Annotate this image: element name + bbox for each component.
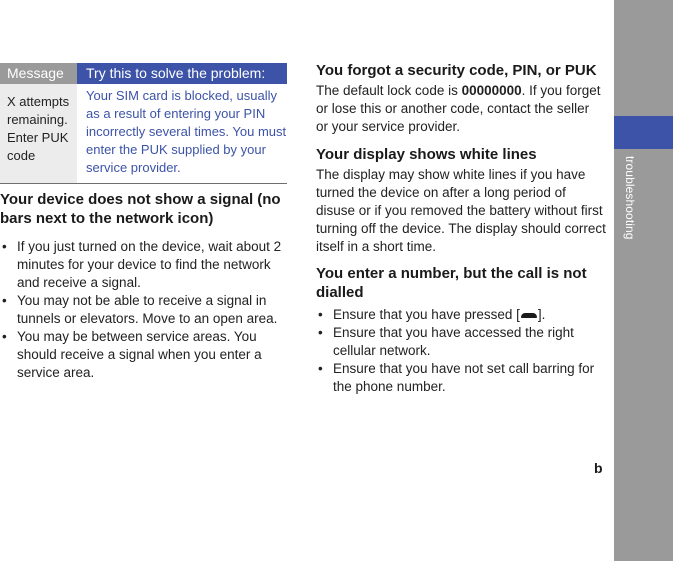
table-row bbox=[0, 84, 287, 184]
security-text: The default lock code is 00000000. If you forget or lose this or another code, contact the seller or your service provider. bbox=[316, 83, 601, 134]
signal-section bbox=[0, 190, 287, 382]
list-item: • If you just turned on the device, wait about 2 minutes for your device to find the network and receive a signal. bbox=[2, 239, 282, 290]
page-number: b bbox=[594, 460, 603, 476]
side-band bbox=[614, 0, 673, 561]
dial-section bbox=[316, 264, 606, 396]
display-text: The display may show white lines if you have turned the device on after a long period of disuse or if you removed the battery without first turning off the device. The display should correct itself in a short time. bbox=[316, 167, 606, 254]
table-header bbox=[0, 63, 287, 84]
call-key-icon bbox=[520, 308, 538, 320]
dial-heading: You enter a number, but the call is not dialled bbox=[316, 265, 587, 301]
list-item: • Ensure that you have accessed the right cellular network. bbox=[318, 325, 574, 358]
header-message: Message bbox=[0, 63, 77, 84]
display-section bbox=[316, 145, 606, 256]
security-section bbox=[316, 61, 604, 136]
list-item: • Ensure that you have not set call barring for the phone number. bbox=[318, 361, 595, 394]
dial-bullets bbox=[316, 306, 606, 396]
section-tab-marker bbox=[614, 116, 673, 149]
troubleshooting-table bbox=[0, 63, 287, 184]
row-message: X attempts remaining. Enter PUK code bbox=[0, 84, 77, 183]
header-solution: Try this to solve the problem: bbox=[77, 63, 287, 84]
list-item: • Ensure that you have pressed [ ]. bbox=[318, 307, 546, 322]
section-label: troubleshooting bbox=[623, 156, 637, 240]
display-heading: Your display shows white lines bbox=[316, 146, 537, 163]
default-lock-code: 00000000 bbox=[461, 83, 522, 98]
signal-bullets bbox=[0, 238, 287, 382]
list-item: • You may not be able to receive a signal in tunnels or elevators. Move to an open area. bbox=[2, 293, 278, 326]
row-solution: Your SIM card is blocked, usually as a result of entering your PIN incorrectly several times. You must enter the PUK supplied by your service provider. bbox=[86, 88, 287, 175]
list-item: • You may be between service areas. You should receive a signal when you enter a service area. bbox=[2, 329, 262, 380]
signal-heading: Your device does not show a signal (no bars next to the network icon) bbox=[0, 191, 281, 227]
security-heading: You forgot a security code, PIN, or PUK bbox=[316, 62, 597, 79]
